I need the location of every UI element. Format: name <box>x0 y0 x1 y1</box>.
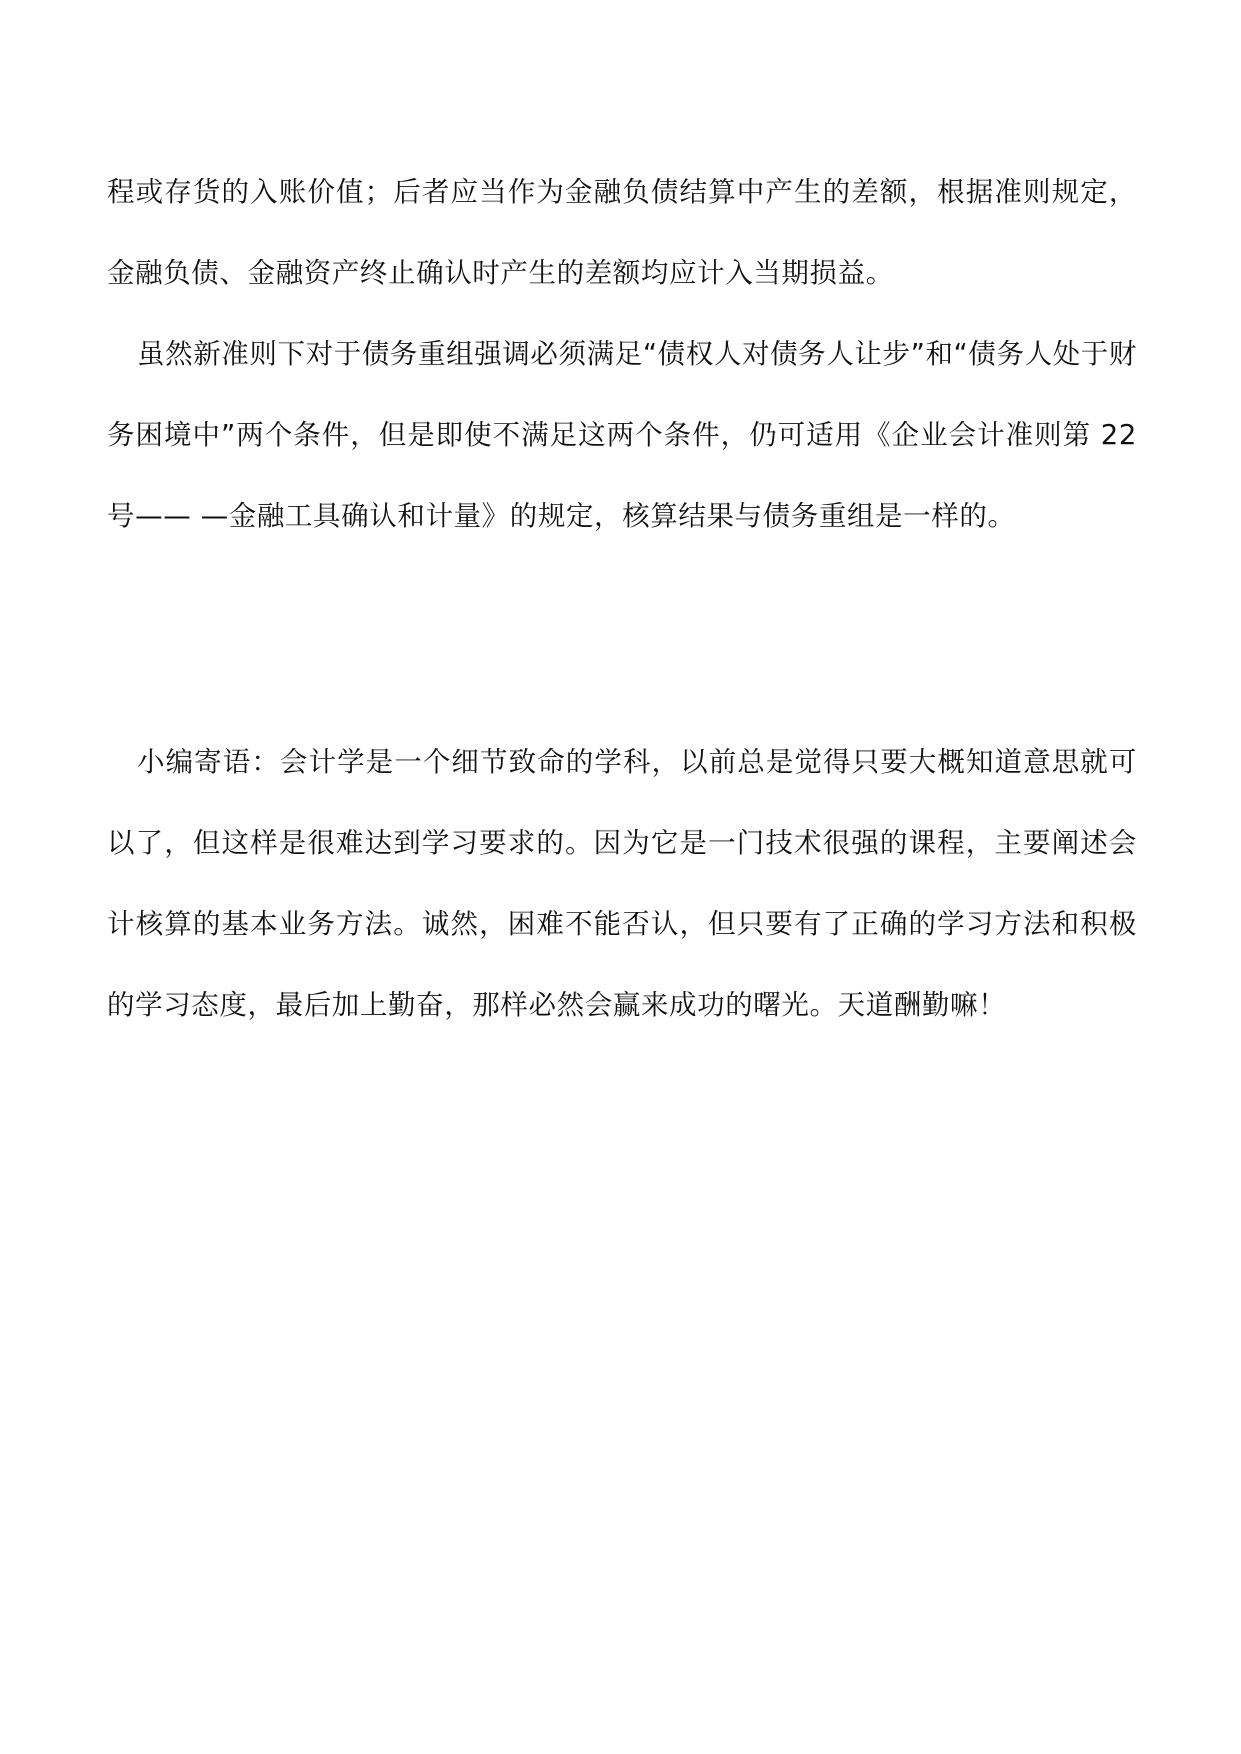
editor-note-paragraph: 小编寄语：会计学是一个细节致命的学科，以前总是觉得只要大概知道意思就可以了，但这样是很难达到学习要求的。因为它是一门技术很强的课程，主要阐述会计核算的基本业务方法。诚然，困难不能否认，但只要有了正确的学习方法和积极的学习态度，最后加上勤奋，那样必然会赢来成功的曙光。天道酬勤嘛！ <box>107 746 1137 1021</box>
body-text-section <box>107 152 1137 557</box>
paragraph-debt-restructuring: 虽然新准则下对于债务重组强调必须满足“债权人对债务人让步”和“债务人处于财务困境中”两个条件，但是即使不满足这两个条件，仍可适用《企业会计准则第 22 号—— —金融工具确认和计量》的规定，核算结果与债务重组是一样的。 <box>107 338 1137 532</box>
editor-note-section <box>107 722 1137 1046</box>
paragraph-continuation: 程或存货的入账价值；后者应当作为金融负债结算中产生的差额，根据准则规定，金融负债、金融资产终止确认时产生的差额均应计入当期损益。 <box>107 176 1137 289</box>
